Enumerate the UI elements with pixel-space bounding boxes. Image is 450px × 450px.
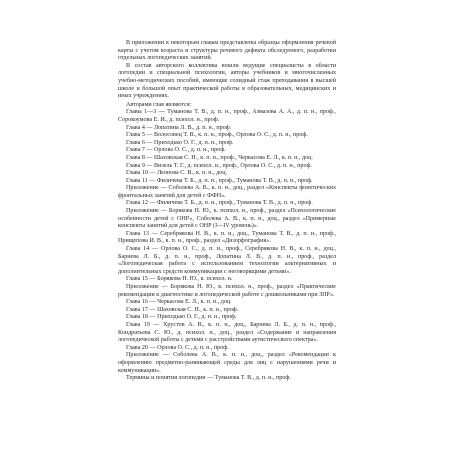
author-entry: Глава 19 — Хрустов А. В., к. п. н., доц., Барнева Л. Б., д. п. н., проф., Кондратьева С. Ю., д. психол. н., доц., раздел «Содержание и направления логопедической работы с детьми с расстройствами аутистического спектра». (118, 321, 336, 344)
author-entry: Глава 12 — Филичева Т. Б., д. п. н., проф., Туманова Т. В., д. п. н., проф. (126, 200, 313, 207)
author-entry: Глава 13 — Серебрякова Н. В., к. п. н., доц., Туманова Т. В., д. п. н., проф., Прищепова И. В., к. п. н., проф., раздел «Дизорфография». (118, 230, 336, 245)
author-entry: Глава 8 — Шаховская С. Н., к. п. н., проф., Черкасова Е. Л., к. п. н., доц. (126, 154, 313, 161)
author-entry: Приложение — Соболева А. В., к. п. н., доц., раздел «Рекомендации к оформлению предметно-развивающей среды для лиц с нарушениями речи и коммуникации». (118, 352, 336, 374)
author-entry: Глава 18 — Приходько О. Г., д. п. н., проф. (126, 314, 237, 321)
author-entry: Глава 17 — Шаховская С. Н., к. п. н., проф. (126, 306, 239, 313)
authors-heading: Авторами глав являются: (126, 101, 192, 108)
author-entry: Глава 16 — Черкасова Е. Л., к. п. н., доц. (126, 299, 232, 306)
intro-paragraph: В приложении к некоторым главам представлены образцы оформления речевой карты с учетом возраста и структуры речевого дефекта обследуемого, разработки отдельных логопедических занятий. (118, 40, 336, 62)
author-entry: Термины и понятия логопедии — Туманова Т. В., д. п. н., проф. (126, 375, 291, 382)
author-entry: Глава 20 — Орлова О. С., д. п. н., проф. (126, 344, 229, 351)
author-entry: Глава 5 — Волосовец Т. В., к. п. н., проф., Орлова О. С., д. п. н., проф. (126, 132, 308, 139)
author-entry: Глава 15 — Борякова Н. Ю., к. психол. н. (126, 276, 233, 283)
author-entry: Глава 9 — Визель Т. Г., д. психол. н., проф., Орлова О. С., д. п. н., проф. (126, 162, 312, 169)
author-entry: Глава 7 — Орлова О. С., д. п. н., проф. (126, 147, 226, 154)
author-entry: Главы 1—3 — Туманова Т. В., д. п. н., проф., Азмазова А. А., д. п. н., проф., Сорокоумова Е. И., д. психол. н., проф. (118, 109, 336, 123)
author-entry: Глава 14 — Орлова О. С., д. п. н., проф., Серебрякова Н. В., к. п. н., доц., Барнева Л. Б., д. п. н., проф., Лопатина Л. В., д. п. н., проф., раздел «Логопедическая работа с использованием технологии альтернативных и дополнительных средств коммуникации с неговорящими детьми». (118, 246, 336, 275)
author-entry: Глава 11 — Филичева Т. Б., д. п. н., проф., Туманова Т. В., д. п. н., проф. (126, 177, 313, 184)
author-entry: Приложение — Борякова Н. Ю., к. психол. н., проф., раздел «Психологические особенности детей с ОНР», Соболева А. В., к. п. н., доц., раздел «Примерные конспекты занятий для детей с ОНР (I—IV уровень)». (118, 208, 336, 230)
author-entry: Приложение — Соболева А. В., к. п. н., доц., раздел «Конспекты фонетических фронтальных занятий для детей с ФФН». (118, 185, 336, 199)
author-entry: Приложение — Борякова Н. Ю., к. психол. н., проф., раздел «Практические рекомендации к диагностике и логопедической работе с дошкольниками при ЗПР». (118, 284, 336, 298)
author-entry: Глава 10 — Леонова С. В., к. п. н., доц. (126, 170, 228, 177)
author-entry: Глава 4 — Лопатина Л. В., д. п. н., проф. (126, 124, 232, 131)
intro-paragraph: В состав авторского коллектива вошли ведущие специалисты в области логопедии и специальной психологии, авторы учебников и многочисленных учебно-методических пособий, имеющие солидный стаж преподавания в высшей школе и большой опыт практической работы в образовательных, медицинских и иных учреждениях. (118, 62, 336, 100)
document-page (118, 40, 336, 383)
author-entry: Глава 6 — Приходько О. Г., д. п. н., проф. (126, 139, 234, 146)
